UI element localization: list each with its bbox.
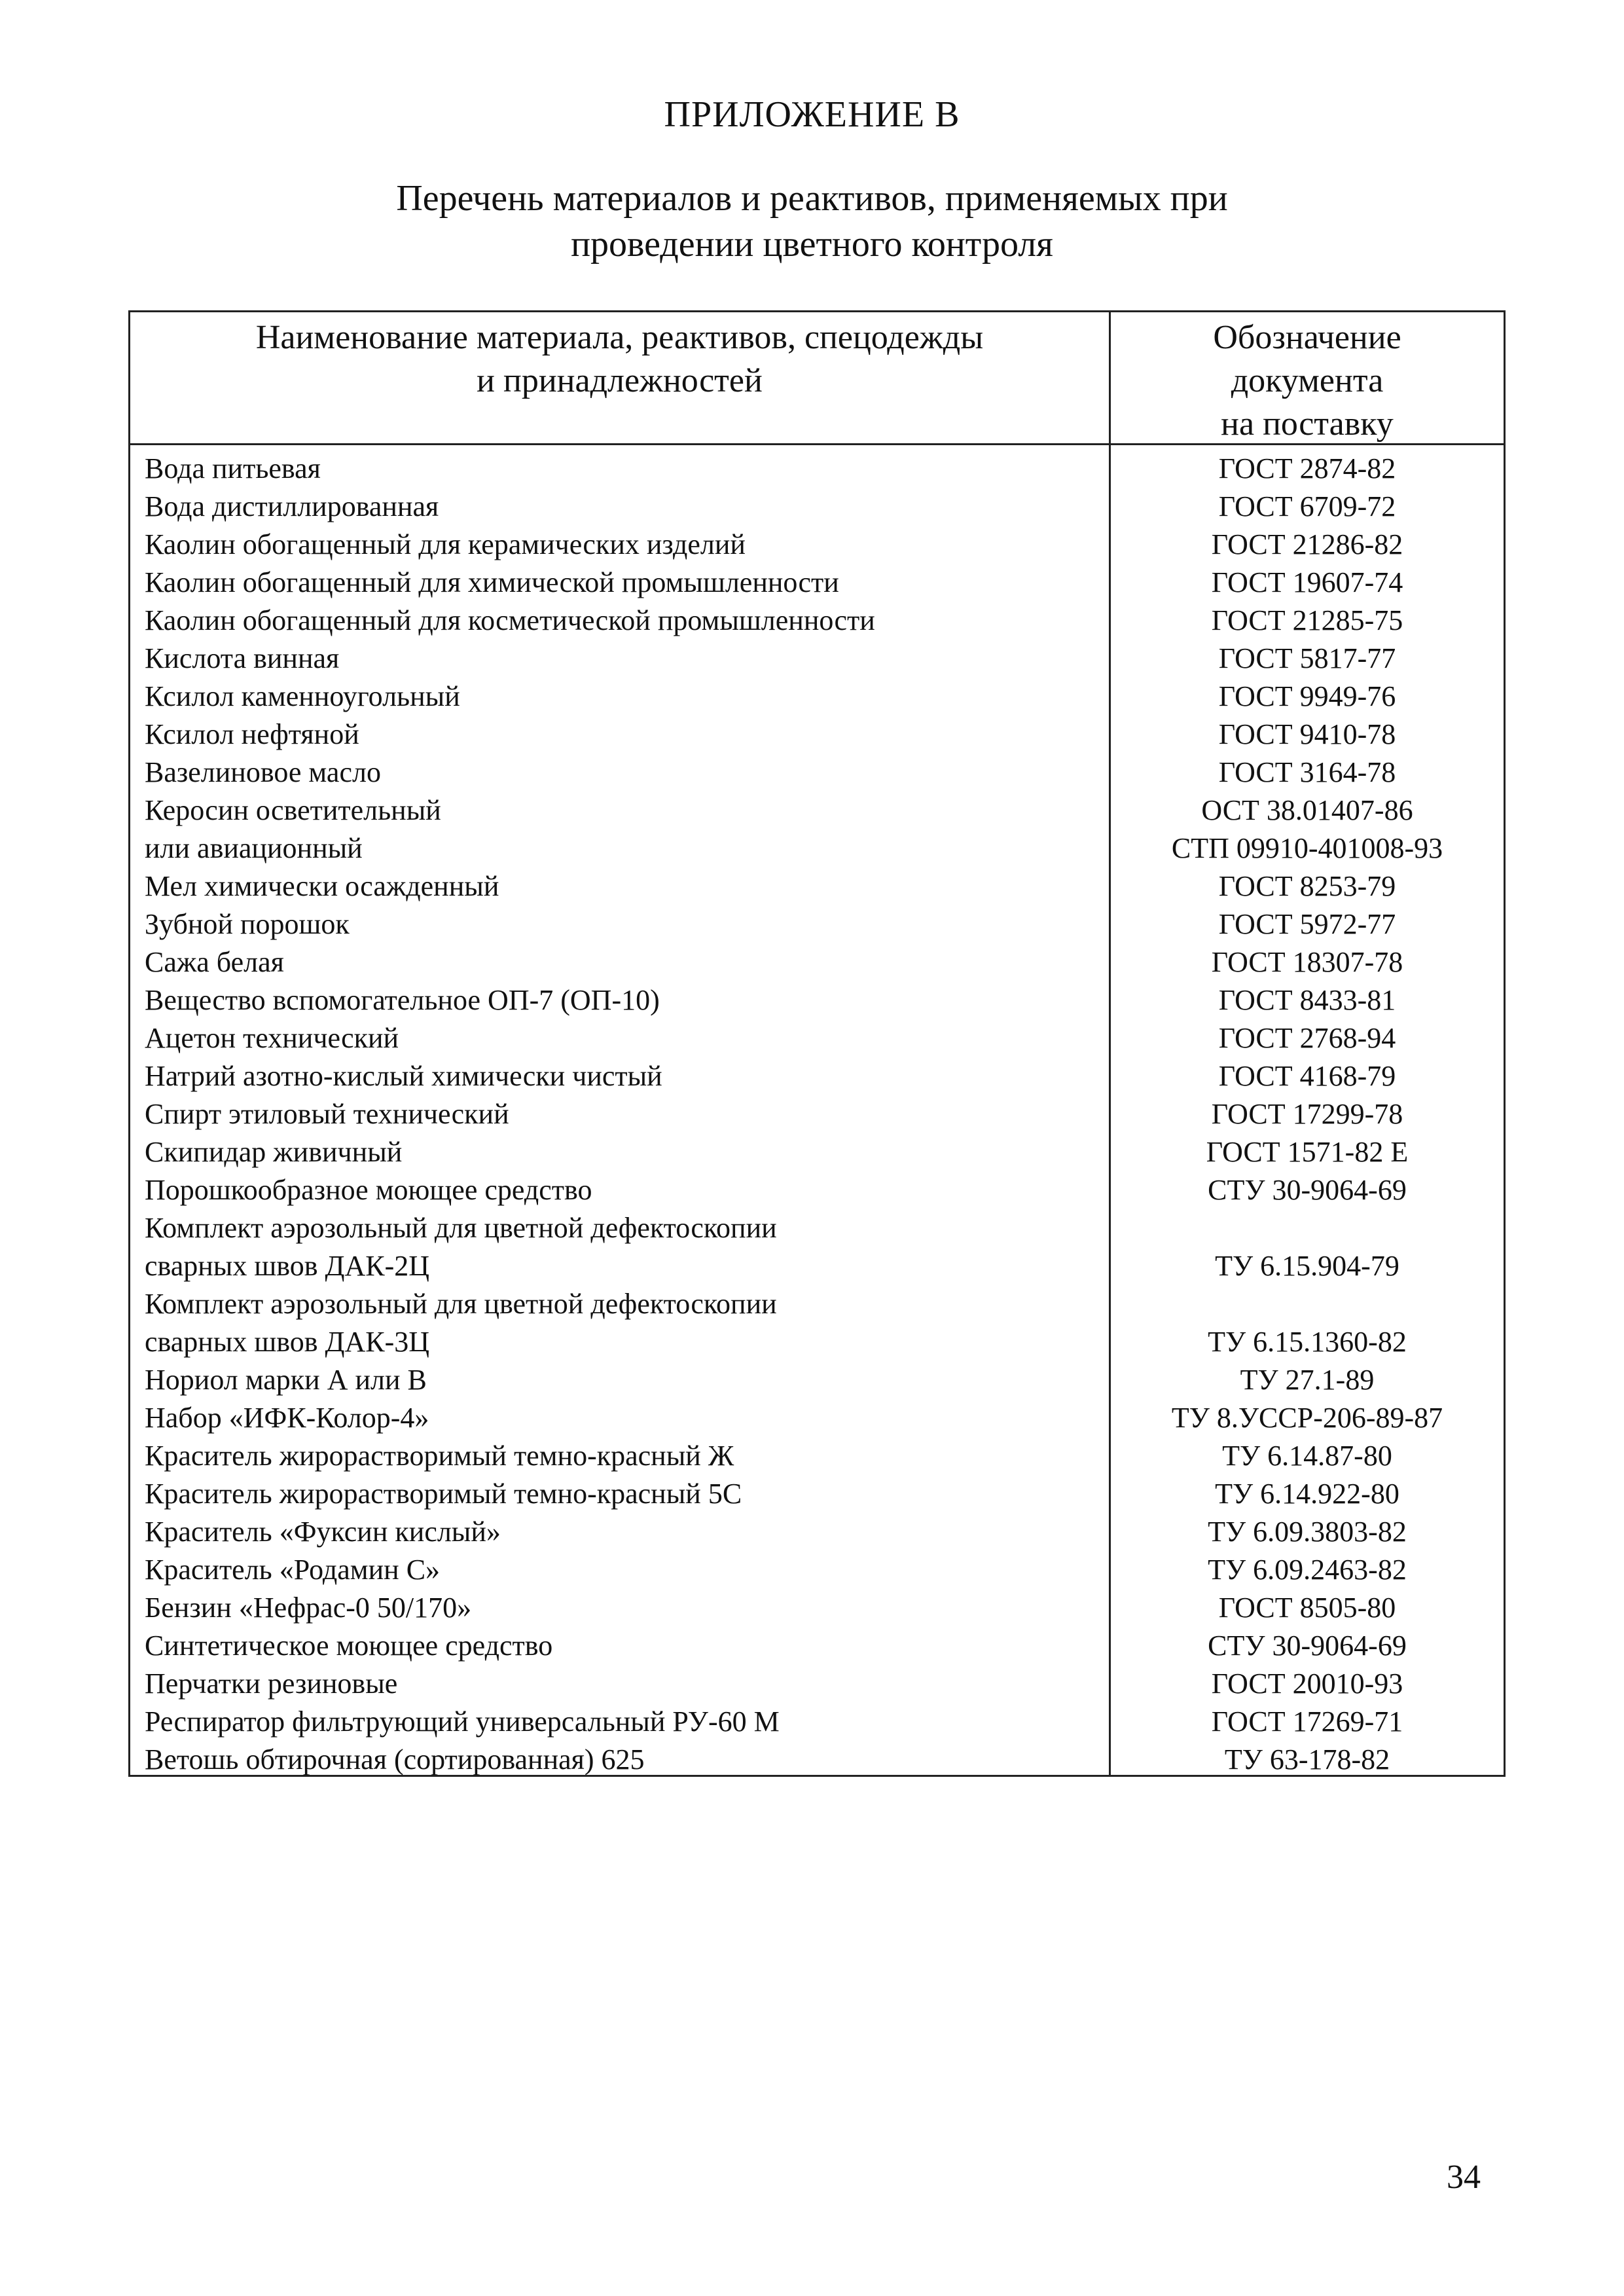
table-row (130, 1551, 1504, 1589)
table-row (130, 1399, 1504, 1437)
table-row (130, 1437, 1504, 1475)
material-name: Краситель «Фуксин кислый» (145, 1516, 501, 1548)
material-name: Зубной порошок (145, 908, 350, 940)
document-designation: ТУ 6.09.2463-82 (1208, 1554, 1407, 1586)
document-designation: ГОСТ 9410-78 (1218, 718, 1396, 750)
document-designation: СТУ 30-9064-69 (1208, 1630, 1407, 1662)
material-name: Комплект аэрозольный для цветной дефектоскопии сварных швов ДАК-3Ц (145, 1288, 777, 1358)
table-row (130, 564, 1504, 602)
table-row (130, 1627, 1504, 1665)
material-name: Нориол марки А или В (145, 1364, 427, 1396)
material-name: Вода питьевая (145, 452, 321, 484)
document-designation: ГОСТ 4168-79 (1218, 1060, 1396, 1092)
document-designation: ОСТ 38.01407-86 (1201, 794, 1413, 826)
document-designation: ТУ 63-178-82 (1224, 1743, 1390, 1776)
material-name: Респиратор фильтрующий универсальный РУ-60 М (145, 1705, 780, 1738)
material-name: Краситель жирорастворимый темно-красный Ж (145, 1440, 734, 1472)
material-name: Перчатки резиновые (145, 1667, 398, 1700)
document-designation: СТУ 30-9064-69 (1208, 1174, 1407, 1206)
table-row (130, 1285, 1504, 1361)
material-name: Комплект аэрозольный для цветной дефектоскопии сварных швов ДАК-2Ц (145, 1212, 777, 1282)
table-row (130, 867, 1504, 905)
material-name: Вазелиновое масло (145, 756, 381, 788)
material-name: Краситель «Родамин С» (145, 1554, 441, 1586)
document-designation: ГОСТ 8433-81 (1218, 984, 1396, 1016)
document-designation: ГОСТ 21285-75 (1211, 604, 1403, 636)
table-row (130, 1171, 1504, 1209)
table-row (130, 450, 1504, 488)
table-row (130, 716, 1504, 754)
document-designation: ГОСТ 19607-74 (1211, 566, 1403, 598)
material-name: Синтетическое моющее средство (145, 1630, 553, 1662)
document-designation: ГОСТ 18307-78 (1211, 946, 1403, 978)
table-row (130, 1589, 1504, 1627)
material-name: Сажа белая (145, 946, 284, 978)
material-name: Ксилол нефтяной (145, 718, 359, 750)
material-name: Мел химически осажденный (145, 870, 499, 902)
document-designation: ГОСТ 9949-76 (1218, 680, 1396, 712)
document-designation: ГОСТ 3164-78 (1218, 756, 1396, 788)
material-name: или авиационный (145, 832, 363, 864)
document-designation: ТУ 6.15.904-79 (1215, 1250, 1399, 1282)
table-row (130, 640, 1504, 678)
document-designation: ГОСТ 1571-82 Е (1206, 1136, 1409, 1168)
material-name: Ветошь обтирочная (сортированная) 625 (145, 1743, 645, 1776)
material-name: Керосин осветительный (145, 794, 441, 826)
material-name: Набор «ИФК-Колор-4» (145, 1402, 429, 1434)
document-designation: ГОСТ 2874-82 (1218, 452, 1396, 484)
document-designation: ГОСТ 5817-77 (1218, 642, 1396, 674)
table-row (130, 1513, 1504, 1551)
materials-table (128, 310, 1506, 1777)
material-name: Вещество вспомогательное ОП-7 (ОП-10) (145, 984, 660, 1016)
table-row (130, 1133, 1504, 1171)
document-designation: ТУ 6.14.922-80 (1215, 1478, 1399, 1510)
page-number: 34 (1447, 2159, 1481, 2196)
table-row (130, 943, 1504, 981)
table-row (130, 1095, 1504, 1133)
document-designation: ГОСТ 20010-93 (1211, 1667, 1403, 1700)
table-row (130, 1741, 1504, 1779)
document-designation: ГОСТ 17299-78 (1211, 1098, 1403, 1130)
document-designation: ГОСТ 2768-94 (1218, 1022, 1396, 1054)
document-designation: ГОСТ 5972-77 (1218, 908, 1396, 940)
appendix-title: ПРИЛОЖЕНИЕ В (664, 94, 960, 135)
table-row (130, 1703, 1504, 1741)
material-name: Ацетон технический (145, 1022, 399, 1054)
material-name: Скипидар живичный (145, 1136, 403, 1168)
material-name: Вода дистиллированная (145, 490, 439, 522)
header-doc-column: Обозначение документа на поставку (1213, 319, 1401, 443)
material-name: Порошкообразное моющее средство (145, 1174, 592, 1206)
table-row (130, 792, 1504, 829)
document-designation: ГОСТ 17269-71 (1211, 1705, 1403, 1738)
material-name: Каолин обогащенный для химической промышленности (145, 566, 839, 598)
material-name: Каолин обогащенный для косметической промышленности (145, 604, 875, 636)
table-row (130, 526, 1504, 564)
document-designation: ТУ 8.УССР-206-89-87 (1171, 1402, 1443, 1434)
table-row (130, 829, 1504, 867)
subtitle-line-2: проведении цветного контроля (571, 224, 1053, 264)
document-designation: ТУ 6.14.87-80 (1222, 1440, 1392, 1472)
material-name: Натрий азотно-кислый химически чистый (145, 1060, 662, 1092)
material-name: Спирт этиловый технический (145, 1098, 509, 1130)
document-designation: ГОСТ 6709-72 (1218, 490, 1396, 522)
table-row (130, 1209, 1504, 1285)
document-designation: ГОСТ 8253-79 (1218, 870, 1396, 902)
document-designation: ГОСТ 21286-82 (1211, 528, 1403, 560)
table-row (130, 1019, 1504, 1057)
header-name-column: Наименование материала, реактивов, спецодежды и принадлежностей (255, 319, 984, 399)
table-row (130, 1361, 1504, 1399)
table-row (130, 1475, 1504, 1513)
table-body (130, 450, 1504, 1779)
table-row (130, 1057, 1504, 1095)
document-designation: ТУ 27.1-89 (1240, 1364, 1375, 1396)
table-row (130, 1665, 1504, 1703)
document-designation: СТП 09910-401008-93 (1171, 832, 1443, 864)
material-name: Краситель жирорастворимый темно-красный 5С (145, 1478, 742, 1510)
material-name: Ксилол каменноугольный (145, 680, 460, 712)
material-name: Каолин обогащенный для керамических изделий (145, 528, 746, 560)
table-row (130, 905, 1504, 943)
material-name: Кислота винная (145, 642, 340, 674)
table-row (130, 678, 1504, 716)
document-designation: ТУ 6.09.3803-82 (1208, 1516, 1407, 1548)
table-row (130, 754, 1504, 792)
document-designation: ТУ 6.15.1360-82 (1208, 1326, 1407, 1358)
table-row (130, 488, 1504, 526)
table-row (130, 602, 1504, 640)
material-name: Бензин «Нефрас-0 50/170» (145, 1592, 472, 1624)
table-row (130, 981, 1504, 1019)
subtitle-line-1: Перечень материалов и реактивов, применяемых при (396, 178, 1228, 219)
document-designation: ГОСТ 8505-80 (1218, 1592, 1396, 1624)
